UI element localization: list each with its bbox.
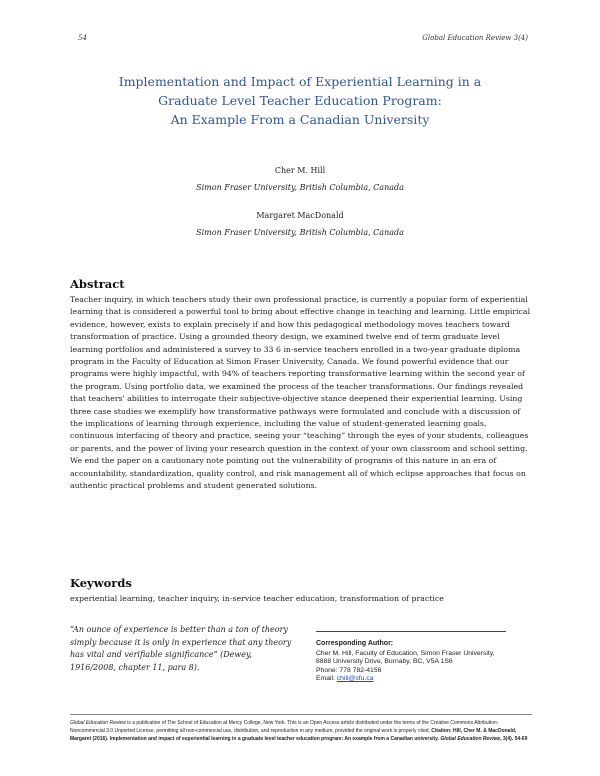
corresponding-author-heading: Corresponding Author: <box>316 640 394 647</box>
footer-rights: is a publication of The School of Education at Mercy College, New York. This is an Open Access article distributed under the terms of the Creative Commons Attribution-Noncommercial 3.0 Unported License, permitting all non-commercial use, distribution, and reproduction in any medium, provided the original work is properly cited. <box>70 720 499 734</box>
corresponding-author-phone: Phone: 778 782-4156 <box>316 666 382 674</box>
footer-journal: Global Education Review <box>440 735 501 742</box>
divider <box>316 631 506 632</box>
title-line: Graduate Level Teacher Education Program: <box>158 93 442 108</box>
title-line: An Example From a Canadian University <box>170 112 430 127</box>
author-affiliation: Simon Fraser University, British Columbia, Canada <box>196 183 404 192</box>
author-name: Cher M. Hill <box>274 166 326 175</box>
email-link[interactable]: chill@sfu.ca <box>336 675 374 683</box>
epigraph-quote: “An ounce of experience is better than a ton of theory simply because it is only in experience that any theory has vital and verifiable significance” (Dewey, 1916/2008, chapter 11, para 8). <box>70 625 292 672</box>
running-header-journal: Global Education Review 3(4) <box>422 34 528 42</box>
title-line: Implementation and Impact of Experiential Learning in a <box>118 74 482 89</box>
page-number: 54 <box>78 34 87 42</box>
email-label: Email: <box>316 675 337 683</box>
keywords-heading: Keywords <box>70 576 132 590</box>
footer-note <box>70 720 532 743</box>
footer-divider <box>70 714 532 715</box>
footer-volume: , 3(4). 54-69 <box>500 735 528 742</box>
abstract-text: Teacher inquiry, in which teachers study their own professional practice, is currently a popular form of experiential learning that is considered a powerful tool to bring about effective change in teaching and learning. Little empirical evidence, however, exists to explain precisely if and how this pedagogical methodology moves teachers toward transformation of practice. Using a grounded theory design, we examined twelve end of term graduate level learning portfolios and administered a survey to 33 6 in-service teachers enrolled in a two-year graduate diploma program in the Faculty of Education at Simon Fraser University, Canada. We found powerful evidence that our programs were highly impactful, with 94% of teachers reporting transformative learning within the second year of the program. Using portfolio data, we examined the process of the teacher transformations. Our findings revealed that teachers' abilities to interrogate their subjective-objective stance deepened their experiential learning. Using three case studies we exemplify how transformative pathways were formulated and conclude with a discussion of the implications of learning through experience, including the value of student-generated learning goals, continuous interfacing of theory and practice, seeing your “teaching” through the eyes of your students, colleagues or parents, and the power of living your research question in the context of your own classroom and school setting. We end the paper on a cautionary note pointing out the vulnerability of programs of this nature in an era of accountability, standardization, quality control, and risk management all of which eclipse approaches that focus on authentic practical problems and student generated solutions. <box>70 295 531 491</box>
author-affiliation: Simon Fraser University, British Columbia, Canada <box>196 228 404 237</box>
corresponding-author-line: Cher M. Hill, Faculty of Education, Simon Fraser University, <box>316 649 495 657</box>
author-name: Margaret MacDonald <box>256 211 344 220</box>
corresponding-author-block <box>316 640 536 684</box>
footer-publisher: Global Education Review <box>70 720 126 726</box>
abstract-heading: Abstract <box>70 277 125 291</box>
corresponding-author-address: 8888 University Drive, Burnaby, BC, V5A 1S6 <box>316 658 453 666</box>
corresponding-author-email-line <box>316 675 536 684</box>
footer-citation: Citation: Hill, Cher M. & MacDonald, Margaret (2016). Implementation and impact of experiential learning in a graduate level teacher education program: An example from a Canadian university. <box>70 727 517 742</box>
keywords-text: experiential learning, teacher inquiry, in-service teacher education, transformation of practice <box>70 594 444 603</box>
paper-title <box>70 72 530 129</box>
